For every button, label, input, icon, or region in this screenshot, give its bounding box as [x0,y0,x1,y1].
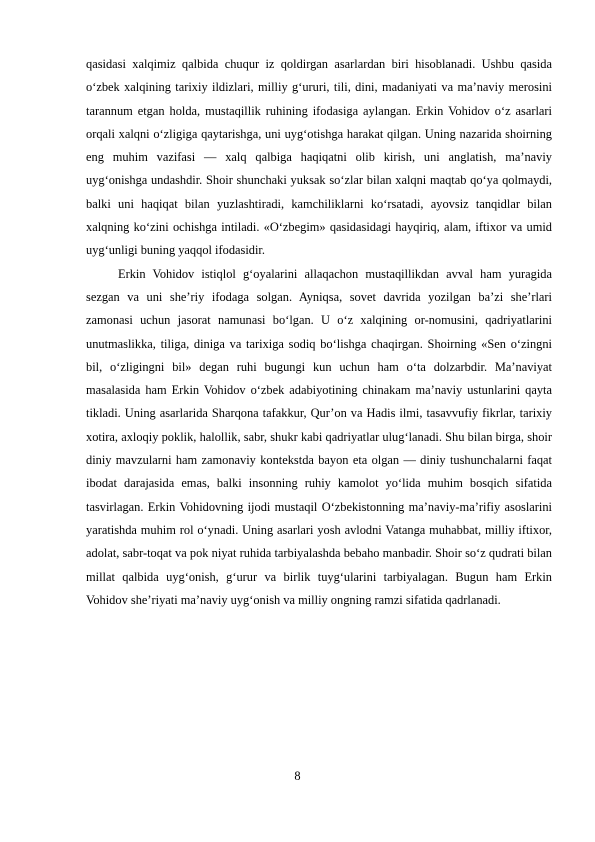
body-paragraph: qasidasi xalqimiz qalbida chuqur iz qoldirgan asarlardan biri hisoblanadi. Ushbu qasida o‘zbek xalqining tarixiy ildizlari, milliy g‘ururi, tili, dini, madaniyati va ma’naviy merosini tarannum etgan holda, mustaqillik ruhining ifodasiga aylangan. Erkin Vohidov o‘z asarlari orqali xalqni o‘zligiga qaytarishga, uni uyg‘otishga harakat qilgan. Uning nazarida shoirning eng muhim vazifasi — xalq qalbiga haqiqatni olib kirish, uni anglatish, ma’naviy uyg‘onishga undashdir. Shoir shunchaki yuksak so‘zlar bilan xalqni maqtab qo‘ya qolmaydi, balki uni haqiqat bilan yuzlashtiradi, kamchiliklarni ko‘rsatadi, ayovsiz tanqidlar bilan xalqning ko‘zini ochishga intiladi. «O‘zbegim» qasidasidagi hayqiriq, alam, iftixor va umid uyg‘unligi buning yaqqol ifodasidir. [86,57,552,258]
page-body [86,53,552,612]
page-number: 8 [294,769,301,783]
body-paragraph: Erkin Vohidov istiqlol g‘oyalarini allaqachon mustaqillikdan avval ham yuragida sezgan va uni she’riy ifodaga solgan. Ayniqsa, sovet davrida yozilgan ba’zi she’rlari zamonasi uchun jasorat namunasi bo‘lgan. U o‘z xalqining or-nomusini, qadriyatlarini unutmaslikka, tiliga, diniga va tarixiga sodiq bo‘lishga chaqirgan. Shoirning «Sen o‘zingni bil, o‘zligingni bil» degan ruhi bugungi kun uchun ham o‘ta dolzarbdir. Ma’naviyat masalasida ham Erkin Vohidov o‘zbek adabiyotining chinakam ma’naviy ustunlarini qayta tikladi. Uning asarlarida Sharqona tafakkur, Qur’on va Hadis ilmi, tasavvufiy fikrlar, tarixiy xotira, axloqiy poklik, halollik, sabr, shukr kabi qadriyatlar ulug‘lanadi. Shu bilan birga, shoir diniy mavzularni ham zamonaviy kontekstda bayon eta olgan — diniy tushunchalarni faqat ibodat darajasida emas, balki insonning ruhiy kamolot yo‘lida muhim bosqich sifatida tasvirlagan. Erkin Vohidovning ijodi mustaqil O‘zbekistonning ma’naviy-ma’rifiy asoslarini yaratishda muhim rol o‘ynadi. Uning asarlari yosh avlodni Vatanga muhabbat, milliy iftixor, adolat, sabr-toqat va pok niyat ruhida tarbiyalashda bebaho manbadir. Shoir so‘z qudrati bilan millat qalbida uyg‘onish, g‘urur va birlik tuyg‘ularini tarbiyalagan. Bugun ham Erkin Vohidov she’riyati ma’naviy uyg‘onish va milliy ongning ramzi sifatida qadrlanadi. [86,266,552,607]
